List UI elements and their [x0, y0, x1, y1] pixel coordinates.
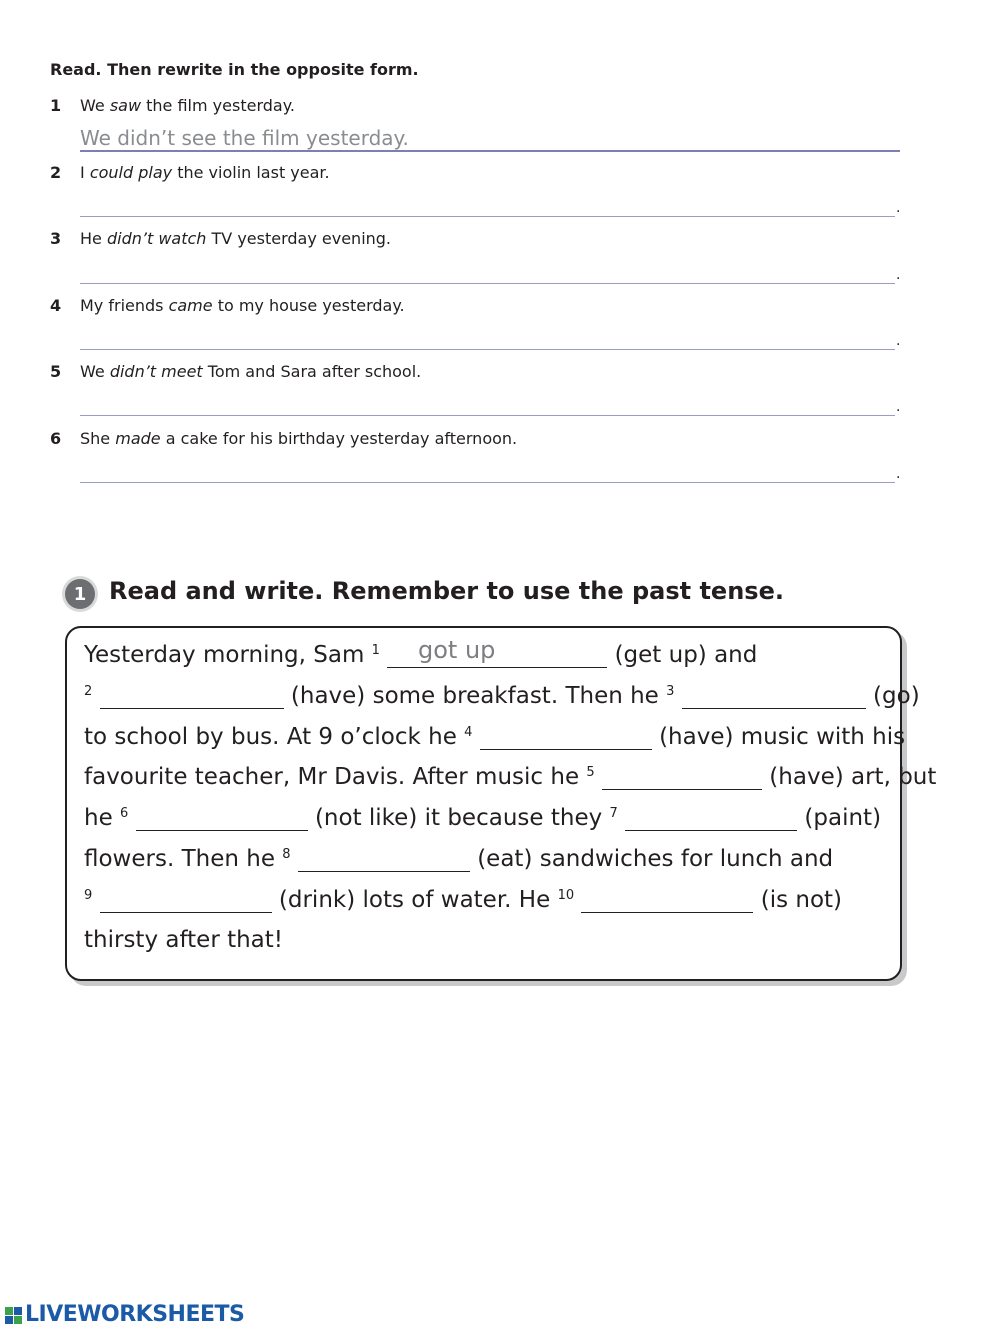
blank-1-answer[interactable]: got up [418, 636, 496, 664]
item-number: 5 [50, 362, 62, 381]
blank-10[interactable] [581, 886, 753, 913]
item-number: 3 [50, 229, 62, 248]
paragraph-line: Yesterday morning, Sam $^1$ (get up) and [84, 642, 758, 668]
blank-8[interactable] [298, 845, 470, 872]
item-sentence: She made a cake for his birthday yesterday afternoon. [80, 429, 518, 448]
item-sentence: He didn’t watch TV yesterday evening. [80, 229, 392, 248]
item-number: 4 [50, 296, 62, 315]
logo-text: LIVEWORKSHEETS [25, 1302, 245, 1327]
paragraph-line: favourite teacher, Mr Davis. After music he $^5$ (have) art, but [84, 764, 937, 790]
item-number: 1 [50, 96, 62, 115]
answer-input[interactable] [80, 349, 895, 350]
line-end-period: . [896, 466, 901, 482]
line-end-period: . [896, 399, 901, 415]
blank-4[interactable] [480, 723, 652, 750]
exercise-number-badge: 1 [65, 579, 95, 609]
answer-line [80, 150, 900, 152]
blank-5[interactable] [602, 763, 762, 790]
paragraph-line: flowers. Then he $^8$ (eat) sandwiches for lunch and [84, 846, 834, 872]
paragraph-line: thirsty after that! [84, 927, 284, 953]
answer-input[interactable] [80, 415, 895, 416]
item-sentence: We saw the film yesterday. [80, 96, 295, 115]
exercise1-instruction: Read. Then rewrite in the opposite form. [50, 60, 419, 79]
item-sentence: We didn’t meet Tom and Sara after school. [80, 362, 422, 381]
line-end-period: . [896, 200, 901, 216]
paragraph-line: $^9$ (drink) lots of water. He $^{10}$ (is not) [84, 887, 843, 913]
exercise2-heading: Read and write. Remember to use the past tense. [109, 577, 784, 605]
paragraph-line: $^2$ (have) some breakfast. Then he $^3$ (go) [84, 683, 920, 709]
line-end-period: . [896, 267, 901, 283]
liveworksheets-logo-icon [5, 1305, 23, 1325]
answer-input[interactable]: We didn’t see the film yesterday. [80, 126, 409, 150]
liveworksheets-logo [5, 1302, 244, 1327]
blank-9[interactable] [100, 886, 272, 913]
paragraph-line: to school by bus. At 9 o’clock he $^4$ (have) music with his [84, 724, 906, 750]
item-number: 6 [50, 429, 62, 448]
line-end-period: . [896, 333, 901, 349]
blank-2[interactable] [100, 682, 284, 709]
item-sentence: I could play the violin last year. [80, 163, 330, 182]
answer-input[interactable] [80, 482, 895, 483]
blank-6[interactable] [136, 804, 308, 831]
paragraph-line: he $^6$ (not like) it because they $^7$ (paint) [84, 805, 882, 831]
blank-3[interactable] [682, 682, 866, 709]
item-sentence: My friends came to my house yesterday. [80, 296, 405, 315]
blank-7[interactable] [625, 804, 797, 831]
answer-input[interactable] [80, 283, 895, 284]
answer-input[interactable] [80, 216, 895, 217]
item-number: 2 [50, 163, 62, 182]
